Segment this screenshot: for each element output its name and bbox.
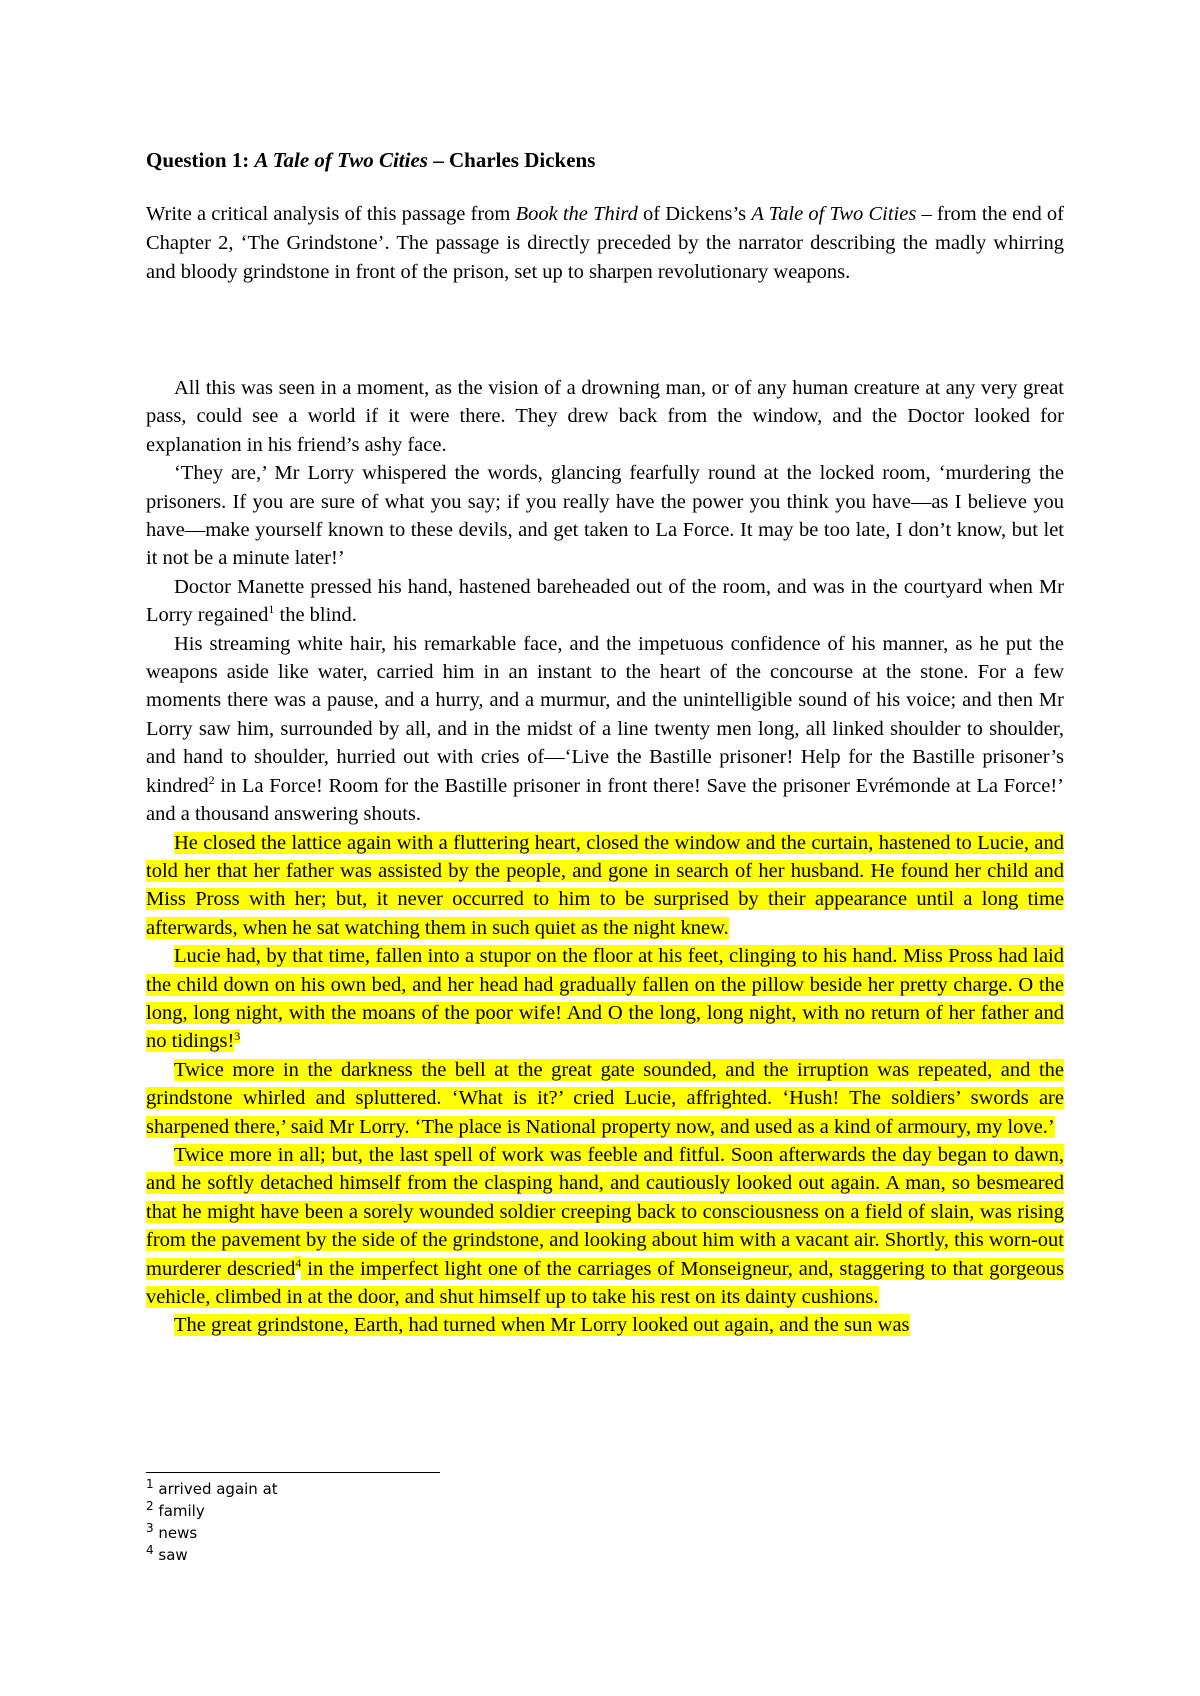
footnote — [146, 1522, 278, 1544]
footnote-number: 1 — [146, 1477, 154, 1491]
highlighted-text: in the imperfect light one of the carriages of Monseigneur, and, staggering to that gorgeous vehicle, climbed in at the door, and shut himself up to take his rest on its dainty cushions. — [146, 1257, 1065, 1308]
passage-paragraph — [146, 573, 1064, 630]
footnote-text: arrived again at — [153, 1480, 278, 1498]
highlighted-text: Twice more in the darkness the bell at the great gate sounded, and the irruption was repeated, and the grindstone whirled and spluttered. ‘What is it?’ cried Lucie, affrighted. ‘Hush! The soldiers’ swords are sharpened there,’ said Mr Lorry. ‘The place is National property now, and used as a kind of armoury, my love.’ — [146, 1058, 1064, 1138]
footnote-text: saw — [153, 1546, 188, 1564]
highlighted-text: Twice more in all; but, the last spell of work was feeble and fitful. Soon afterwards the day began to dawn, and he softly detached himself from the clasping hand, and cautiously looked out again. A man, so besmeared that he might have been a sorely wounded soldier creeping back to consciousness on a field of slain, was rising from the pavement by the side of the grindstone, and looking about him with a vacant air. Shortly, this worn-out murderer descried — [146, 1143, 1064, 1280]
footnote-text: news — [153, 1524, 198, 1542]
footnote — [146, 1544, 278, 1566]
passage-text: Doctor Manette pressed his hand, hastened bareheaded out of the room, and was in the courtyard when Mr Lorry regained — [146, 575, 1064, 627]
passage-paragraph: ‘They are,’ Mr Lorry whispered the words, glancing fearfully round at the locked room, ‘murdering the prisoners. If you are sure of what you say; if you really have the power you think you have—as I believe you have—make yourself known to these devils, and get taken to La Force. It may be too late, I don’t know, but let it not be a minute later!’ — [146, 462, 1064, 570]
intro-book-title: Book the Third — [515, 203, 638, 225]
footnote-text: family — [153, 1502, 205, 1520]
highlighted-paragraph — [146, 1056, 1064, 1141]
passage-paragraph: All this was seen in a moment, as the vision of a drowning man, or of any human creature at any very great pass, could see a world if it were there. They drew back from the window, and the Doctor looked for explanation in his friend’s ashy face. — [146, 377, 1064, 456]
footnote-divider — [146, 1472, 440, 1473]
highlighted-paragraph — [146, 1311, 1064, 1339]
footnote-ref: 2 — [208, 772, 215, 787]
question-instructions — [146, 200, 1064, 287]
highlighted-text: The great grindstone, Earth, had turned when Mr Lorry looked out again, and the sun was — [174, 1314, 910, 1337]
footnote — [146, 1478, 278, 1500]
passage-text: the blind. — [274, 604, 357, 627]
highlighted-text: Lucie had, by that time, fallen into a stupor on the floor at his feet, clinging to his hand. Miss Pross had laid the child down on his own bed, and her head had gradually fallen on the pillow beside her pretty charge. O the long, long night, with the moans of the poor wife! And O the long, long night, with no return of her father and no tidings! — [146, 945, 1064, 1053]
footnotes — [146, 1478, 278, 1566]
highlighted-text: He closed the lattice again with a fluttering heart, closed the window and the curtain, hastened to Lucie, and told her that her father was assisted by the people, and gone in search of her husband. He found her child and Miss Pross with her; but, it never occurred to him to be surprised by their appearance until a long time afterwards, when he sat watching them in such quiet as the night knew. — [146, 831, 1064, 939]
question-heading — [146, 148, 595, 173]
footnote-number: 2 — [146, 1499, 154, 1513]
passage-text: His streaming white hair, his remarkable face, and the impetuous confidence of his manner, as he put the weapons aside like water, carried him in an instant to the heart of the concourse at the stone. For a few moments there was a pause, and a hurry, and a murmur, and the unintelligible sound of his voice; and then Mr Lorry saw him, surrounded by all, and in the midst of a line twenty men long, all linked shoulder to shoulder, and hand to shoulder, hurried out with cries of—‘Live the Bastille prisoner! Help for the Bastille prisoner’s kindred — [146, 632, 1064, 797]
author-name: – Charles Dickens — [433, 148, 596, 172]
footnote-ref: 3 — [234, 1028, 241, 1043]
intro-text: – from the end of Chapter 2, ‘The Grindstone’. The passage is directly preceded by the narrator describing the madly whirring and bloody grindstone in front of the prison, set up to sharpen revolutionary weapons. — [146, 203, 1064, 283]
question-label: Question 1: — [146, 148, 250, 172]
intro-text: Write a critical analysis of this passage from — [146, 203, 516, 225]
footnote-ref: 1 — [268, 602, 275, 617]
work-title: A Tale of Two Cities — [254, 148, 428, 172]
passage — [146, 374, 1064, 1340]
footnote-number: 4 — [146, 1543, 154, 1557]
passage-text: in La Force! Room for the Bastille prisoner in front there! Save the prisoner Evrémonde at La Force!’ and a thousand answering shouts. — [146, 774, 1064, 826]
passage-paragraph — [146, 630, 1064, 829]
footnote-number: 3 — [146, 1521, 154, 1535]
footnote — [146, 1500, 278, 1522]
intro-text: of Dickens’s — [637, 203, 752, 225]
highlighted-paragraph — [146, 1141, 1064, 1311]
highlighted-paragraph — [146, 942, 1064, 1056]
intro-work-title: A Tale of Two Cities — [751, 203, 917, 225]
highlighted-paragraph — [146, 829, 1064, 943]
footnote-ref: 4 — [295, 1255, 302, 1270]
